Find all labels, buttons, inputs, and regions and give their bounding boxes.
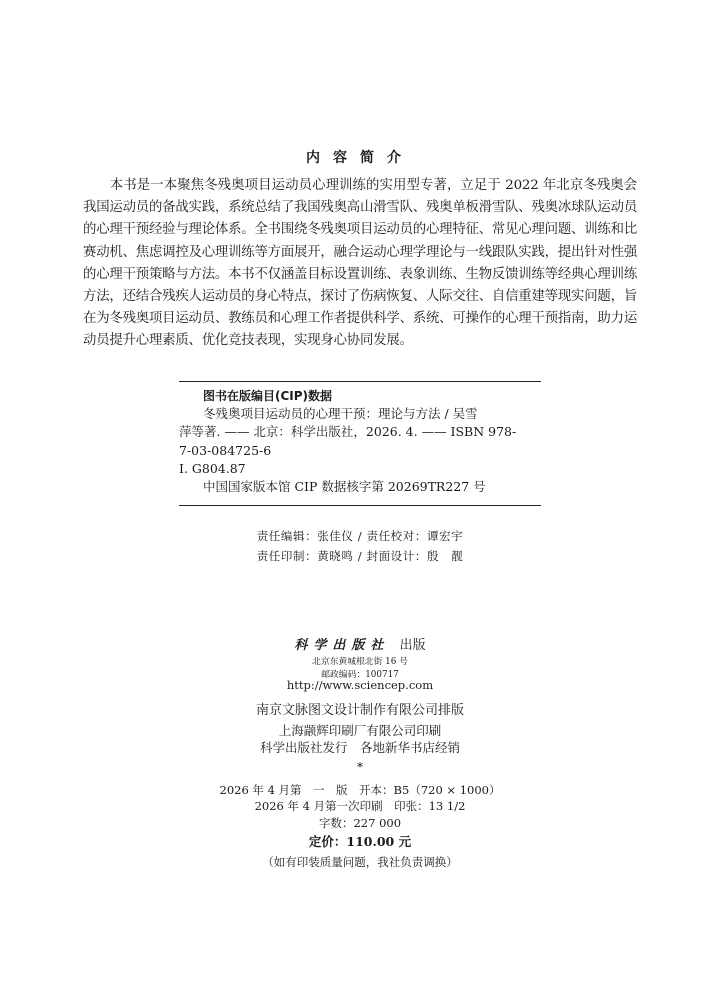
cip-line-1: 冬残奥项目运动员的心理干预：理论与方法 / 吴雪	[203, 406, 478, 422]
cip-bottom-rule	[179, 505, 541, 506]
cip-line-2: 萍等著. —— 北京：科学出版社，2026. 4. —— ISBN 978-	[179, 424, 517, 440]
publisher-url: http://www.sciencep.com	[286, 678, 434, 692]
typesetter-line: 南京文脉图文设计制作有限公司排版	[255, 703, 464, 718]
cip-heading: 图书在版编目(CIP)数据	[203, 389, 333, 403]
cip-line-5: 中国国家版本馆 CIP 数据核字第 20269TR227 号	[203, 479, 486, 495]
quality-notice: （如有印装质量问题，我社负责调换）	[262, 855, 458, 869]
publisher-logo: 科学出版社	[294, 638, 390, 653]
publisher-action: 出版	[399, 638, 426, 653]
cip-block	[179, 387, 541, 496]
price-line: 定价：110.00 元	[308, 834, 412, 849]
edition-line: 2026 年 4 月第 一 版 开本：B5（720 × 1000）	[219, 783, 501, 797]
publisher-postcode: 邮政编码：100717	[321, 670, 399, 680]
printer-line: 上海颛辉印刷厂有限公司印刷	[278, 723, 442, 738]
publisher-mark	[0, 634, 720, 653]
distribution-line: 科学出版社发行 各地新华书店经销	[259, 740, 460, 755]
summary-title: 内容简介	[306, 150, 414, 166]
separator-asterisk: *	[356, 759, 364, 774]
publisher-address: 北京东黄城根北街 16 号	[312, 657, 408, 667]
cip-line-3: 7-03-084725-6	[179, 442, 272, 458]
cip-line-4: Ⅰ. G804.87	[179, 460, 246, 476]
printing-line: 2026 年 4 月第一次印刷 印张：13 1/2	[254, 799, 466, 813]
staff-line-2: 责任印制：黄晓鸣 / 封面设计：殷 靓	[256, 549, 464, 563]
word-count-line: 字数：227 000	[318, 816, 402, 830]
cip-top-rule	[179, 381, 541, 382]
staff-line-1: 责任编辑：张佳仪 / 责任校对：谭宏宇	[256, 529, 464, 543]
summary-text: 本书是一本聚焦冬残奥项目运动员心理训练的实用型专著，立足于 2022 年北京冬残奥会我国运动员的备战实践，系统总结了我国残奥高山滑雪队、残奥单板滑雪队、残奥冰球队运动员的心理干预经验与理论体系。全书围绕冬残奥项目运动员的心理特征、常见心理问题、训练和比赛动机、焦虑调控及心理训练等方面展开，融合运动心理学理论与一线跟队实践，提出针对性强的心理干预策略与方法。本书不仅涵盖目标设置训练、表象训练、生物反馈训练等经典心理训练方法，还结合残疾人运动员的身心特点，探讨了伤病恢复、人际交往、自信重建等现实问题，旨在为冬残奥项目运动员、教练员和心理工作者提供科学、系统、可操作的心理干预指南，助力运动员提升心理素质、优化竞技表现，实现身心协同发展。	[83, 178, 638, 349]
